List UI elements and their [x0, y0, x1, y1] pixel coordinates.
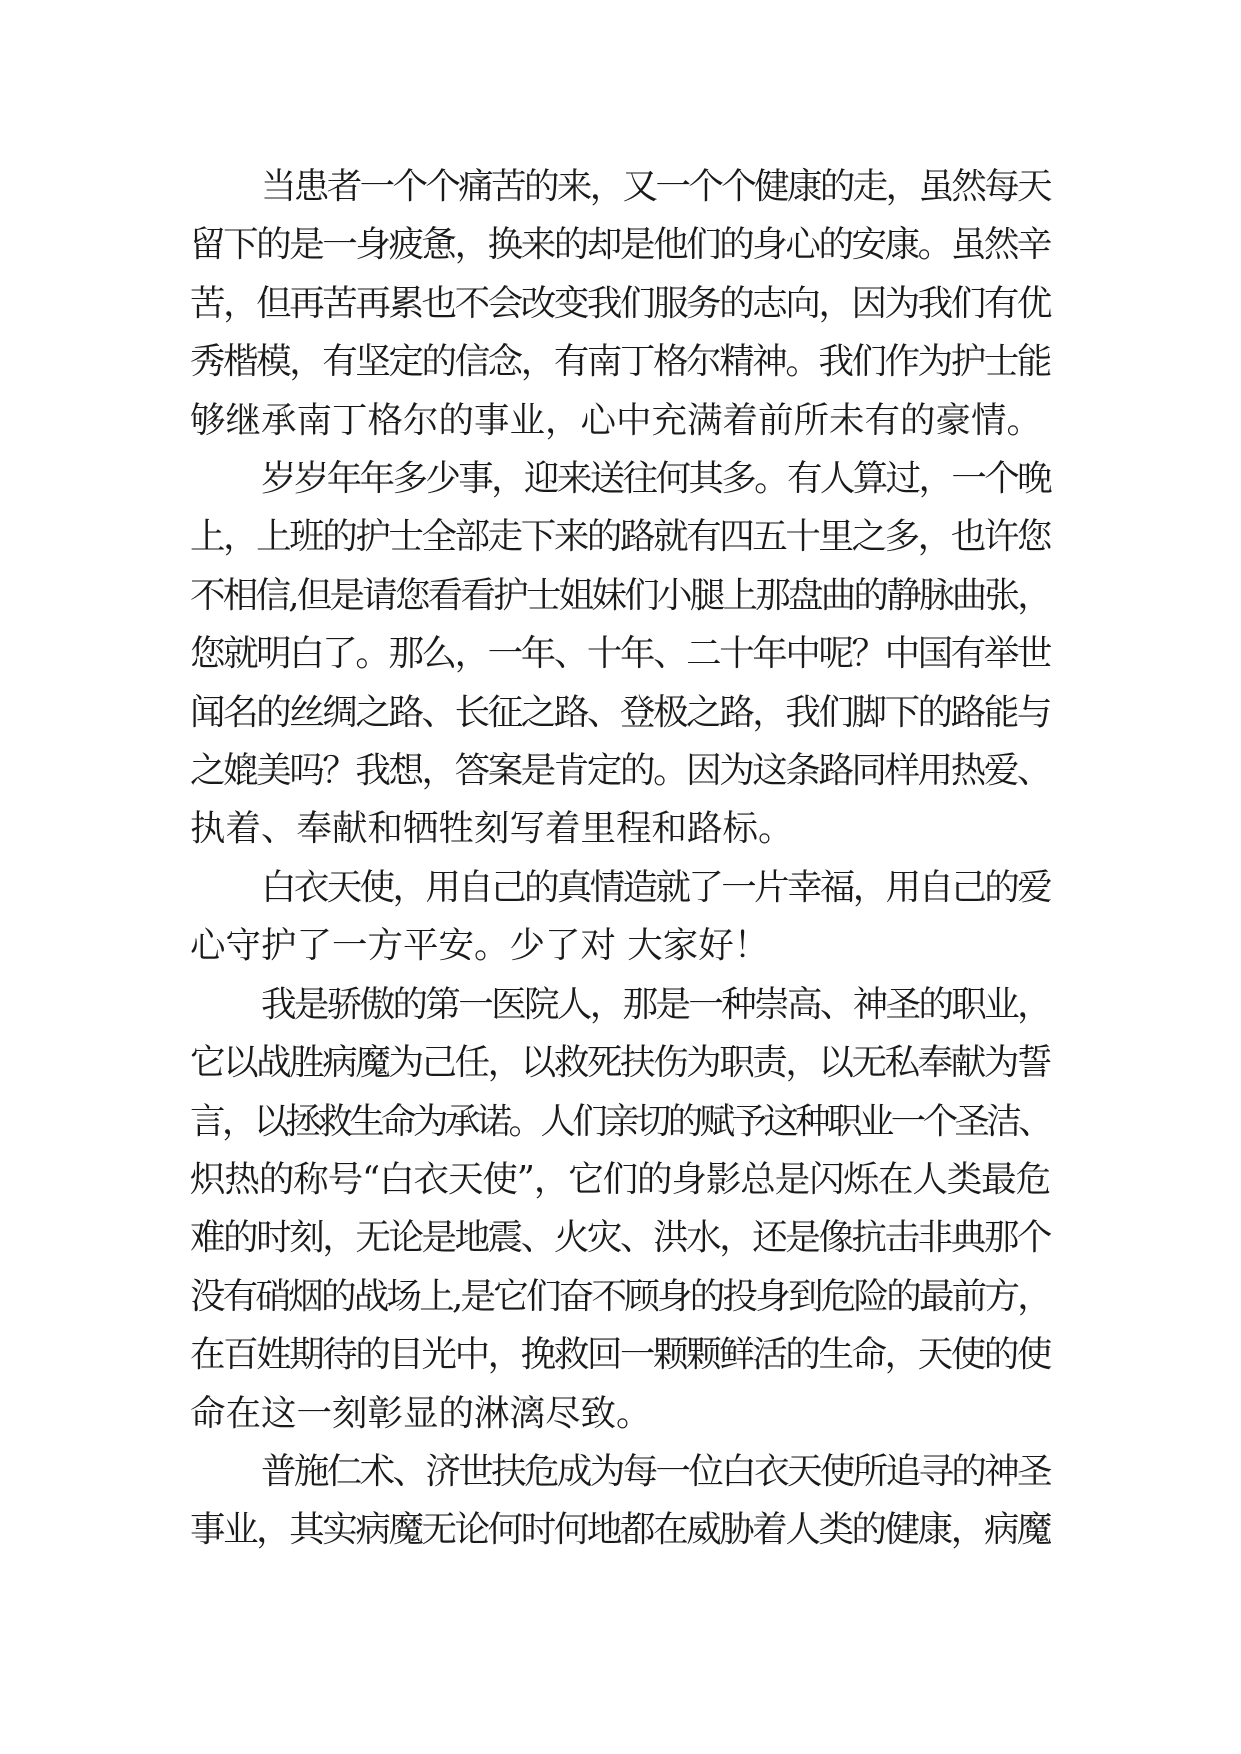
paragraph-4: [190, 976, 1050, 1443]
text-line: 命在这一刻彰显的淋漓尽致。: [190, 1392, 652, 1434]
text-line: 秀楷模，有坚定的信念，有南丁格尔精神。我们作为护士能: [190, 341, 1050, 383]
text-line: 难的时刻，无论是地震、火灾、洪水，还是像抗击非典那个: [190, 1217, 1050, 1259]
text-line: 您就明白了。那么，一年、十年、二十年中呢？中国有举世: [190, 633, 1050, 675]
text-line: 执着、奉献和牺牲刻写着里程和路标。: [190, 808, 794, 850]
text-line: 没有硝烟的战场上,是它们奋不顾身的投身到危险的最前方，: [190, 1275, 1050, 1317]
text-line: 事业，其实病魔无论何时何地都在威胁着人类的健康，病魔: [190, 1509, 1050, 1551]
text-line: 言，以拯救生命为承诺。人们亲切的赋予这种职业一个圣洁、: [190, 1100, 1050, 1142]
text-line: 闻名的丝绸之路、长征之路、登极之路，我们脚下的路能与: [190, 691, 1050, 733]
text-line: 苦，但再苦再累也不会改变我们服务的志向，因为我们有优: [190, 282, 1050, 324]
text-line: 不相信,但是请您看看护士姐妹们小腿上那盘曲的静脉曲张，: [190, 574, 1050, 616]
paragraph-3: [190, 859, 1050, 976]
text-line: 之媲美吗？我想，答案是肯定的。因为这条路同样用热爱、: [190, 750, 1050, 792]
paragraph-1: [190, 158, 1050, 450]
text-line: 岁岁年年多少事，迎来送往何其多。有人算过，一个晚: [261, 458, 1050, 500]
text-line: 够继承南丁格尔的事业，心中充满着前所未有的豪情。: [190, 399, 1043, 441]
body-text: [190, 158, 1050, 1560]
text-line: 我是骄傲的第一医院人，那是一种崇高、神圣的职业，: [261, 983, 1050, 1025]
text-line: 白衣天使，用自己的真情造就了一片幸福，用自己的爱: [261, 866, 1050, 908]
text-line: 留下的是一身疲惫，换来的却是他们的身心的安康。虽然辛: [190, 224, 1050, 266]
text-line: 炽热的称号“白衣天使”，它们的身影总是闪烁在人类最危: [190, 1158, 1050, 1200]
text-line: 在百姓期待的目光中，挽救回一颗颗鲜活的生命，天使的使: [190, 1334, 1050, 1376]
paragraph-5: [190, 1443, 1050, 1560]
text-line: 它以战胜病魔为己任，以救死扶伤为职责，以无私奉献为誓: [190, 1042, 1050, 1084]
text-line: 上，上班的护士全部走下来的路就有四五十里之多，也许您: [190, 516, 1050, 558]
text-line: 当患者一个个痛苦的来，又一个个健康的走，虽然每天: [261, 166, 1050, 207]
text-line: 心守护了一方平安。少了对 大家好！: [190, 925, 770, 967]
paragraph-2: [190, 450, 1050, 859]
text-line: 普施仁术、济世扶危成为每一位白衣天使所追寻的神圣: [261, 1450, 1050, 1492]
